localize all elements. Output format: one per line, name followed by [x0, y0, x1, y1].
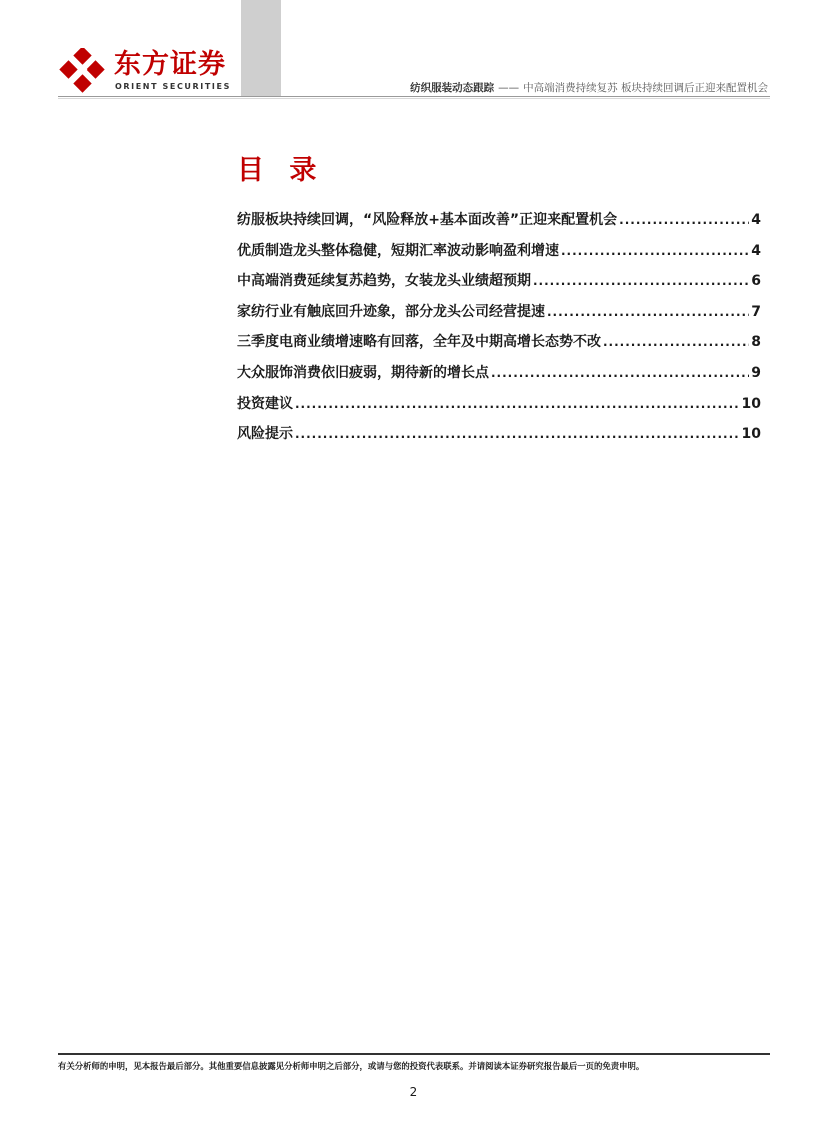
table-of-contents — [237, 209, 761, 454]
logo-wordmark-en: ORIENT SECURITIES — [115, 82, 231, 91]
toc-item-page: 6 — [751, 273, 761, 290]
toc-item-title: 大众服饰消费依旧疲弱，期待新的增长点 — [237, 364, 489, 381]
toc-item-title: 投资建议 — [237, 395, 293, 412]
report-title: 中高端消费持续复苏 板块持续回调后正迎来配置机会 — [523, 82, 768, 94]
toc-item-title: 中高端消费延续复苏趋势，女装龙头业绩超预期 — [237, 273, 531, 290]
report-type: 纺织服装动态跟踪 — [410, 82, 495, 94]
page-number: 2 — [409, 1085, 418, 1099]
toc-item[interactable] — [237, 270, 761, 301]
toc-leader-dots — [295, 427, 740, 441]
toc-leader-dots — [547, 305, 749, 319]
toc-leader-dots — [491, 366, 749, 380]
header-rule — [58, 96, 770, 97]
title-separator: —— — [498, 82, 520, 94]
footer-disclaimer: 有关分析师的申明，见本报告最后部分。其他重要信息披露见分析师申明之后部分，或请与您的投资代表联系。并请阅读本证券研究报告最后一页的免责申明。 — [58, 1061, 645, 1071]
toc-leader-dots — [619, 213, 749, 227]
toc-heading: 目 录 — [237, 155, 325, 186]
header-accent-band — [241, 0, 281, 97]
toc-leader-dots — [603, 335, 749, 349]
toc-item-title: 家纺行业有触底回升迹象，部分龙头公司经营提速 — [237, 303, 545, 320]
toc-item[interactable] — [237, 362, 761, 393]
toc-leader-dots — [561, 244, 749, 258]
toc-item[interactable] — [237, 423, 761, 454]
toc-item-page: 9 — [751, 364, 761, 381]
toc-item-page: 4 — [751, 212, 761, 228]
footer-rule — [58, 1053, 770, 1055]
toc-item-page: 8 — [751, 334, 761, 351]
running-title — [410, 82, 768, 95]
logo-wordmark-cn: 东方证券 — [114, 49, 226, 80]
toc-item-title: 优质制造龙头整体稳健，短期汇率波动影响盈利增速 — [237, 242, 559, 259]
toc-item[interactable] — [237, 209, 761, 240]
toc-item-page: 4 — [751, 242, 761, 259]
toc-item-page: 10 — [741, 395, 761, 412]
toc-item-title: 风险提示 — [237, 426, 293, 443]
toc-item[interactable] — [237, 331, 761, 362]
toc-item-page: 7 — [751, 303, 761, 320]
header-rule-secondary — [58, 98, 770, 99]
toc-item[interactable] — [237, 393, 761, 424]
toc-item-title: 纺服板块持续回调，“风险释放+基本面改善”正迎来配置机会 — [237, 212, 618, 228]
orient-logo-icon — [58, 48, 106, 94]
toc-leader-dots — [533, 274, 749, 288]
toc-item[interactable] — [237, 301, 761, 332]
toc-leader-dots — [295, 397, 740, 411]
toc-item-title: 三季度电商业绩增速略有回落，全年及中期高增长态势不改 — [237, 334, 601, 351]
toc-item-page: 10 — [741, 426, 761, 443]
toc-item[interactable] — [237, 240, 761, 271]
